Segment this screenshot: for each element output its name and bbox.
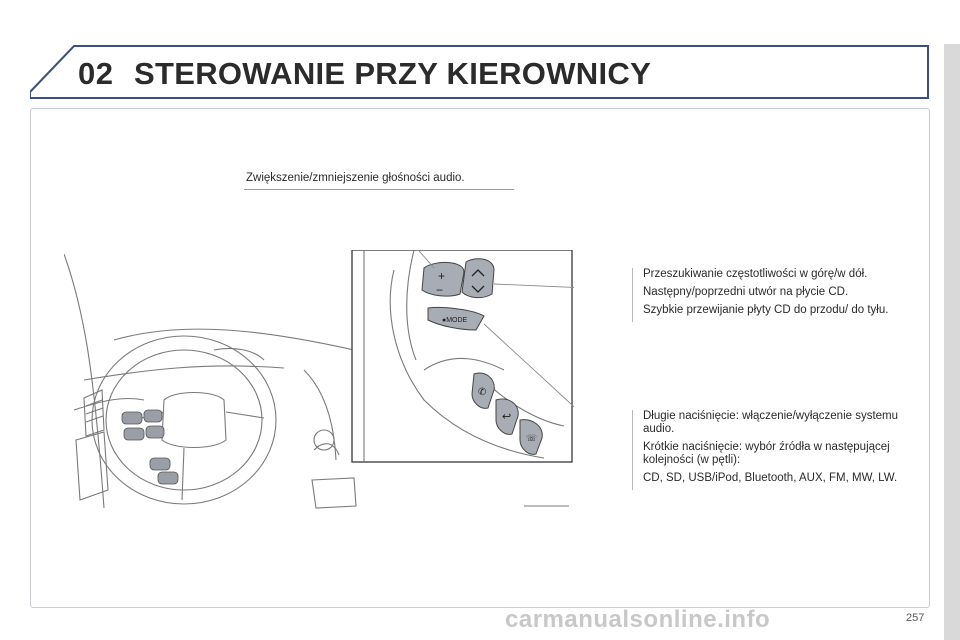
svg-text:+: +: [438, 269, 446, 283]
svg-text:−: −: [436, 283, 444, 297]
caption-source-list: CD, SD, USB/iPod, Bluetooth, AUX, FM, MW, LW.: [643, 472, 898, 484]
svg-text:☏: ☏: [526, 434, 538, 444]
steering-wheel-illustration: [64, 250, 574, 512]
caption-seek-frequency: Przeszukiwanie częstotliwości w górę/w dół.: [643, 268, 868, 280]
seek-caption-block: [632, 268, 913, 322]
side-tab-bar: [944, 44, 960, 640]
watermark: carmanualsonline.info: [505, 606, 771, 633]
caption-long-press: Długie naciśnięcie: włączenie/wyłączenie systemu audio.: [643, 410, 899, 435]
page-number: 257: [906, 612, 925, 624]
caption-fast-forward: Szybkie przewijanie płyty CD do przodu/ do tyłu.: [643, 304, 889, 316]
volume-buttons: [422, 262, 464, 297]
svg-text:●MODE: ●MODE: [442, 317, 468, 324]
chapter-number: 02: [78, 56, 114, 91]
caption-next-track: Następny/poprzedni utwór na płycie CD.: [643, 286, 849, 298]
page-title: STEROWANIE PRZY KIEROWNICY: [134, 56, 652, 91]
volume-caption: Zwiększenie/zmniejszenie głośności audio.: [246, 172, 465, 184]
seek-buttons: [462, 259, 494, 298]
volume-caption-underline: [244, 189, 514, 190]
svg-text:↩: ↩: [502, 410, 512, 423]
source-caption-block: [632, 410, 913, 490]
caption-short-press: Krótkie naciśnięcie: wybór źródła w następującej kolejności (w pętli):: [643, 441, 890, 466]
svg-text:✆: ✆: [478, 387, 487, 398]
